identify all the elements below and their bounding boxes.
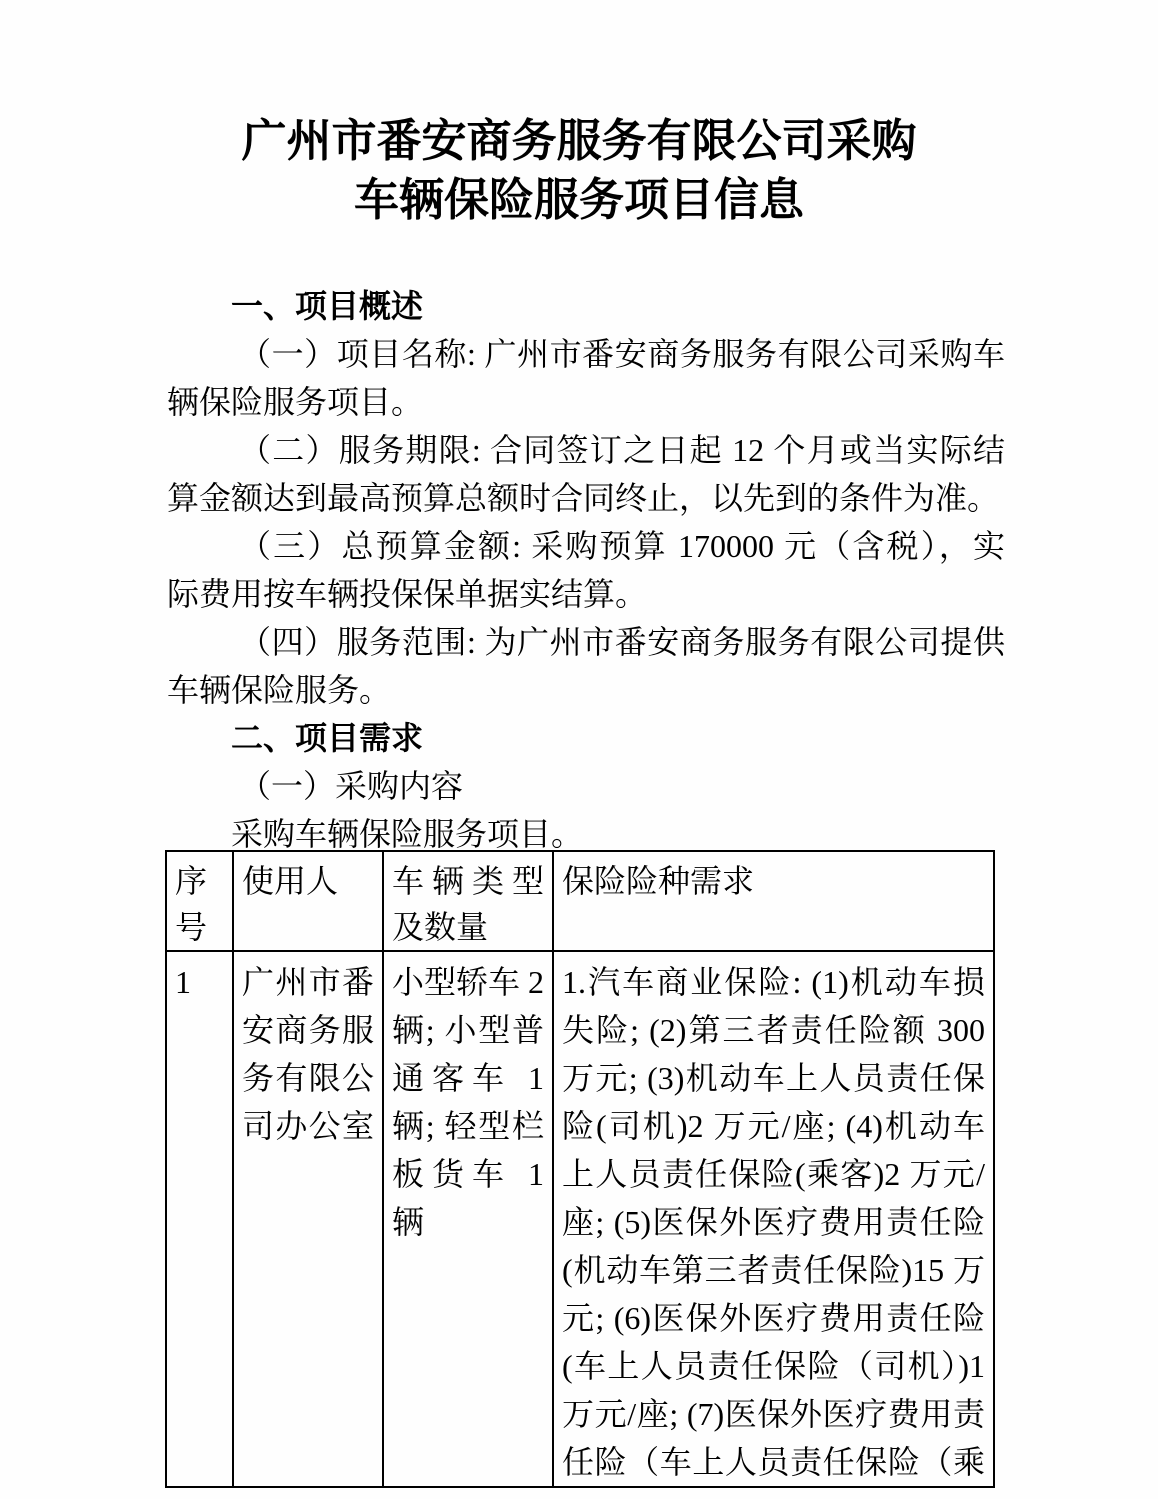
cell-insurance-line: 失险; (2)第三者责任险额 300 (562, 1012, 985, 1048)
title-line-1: 广州市番安商务服务有限公司采购 (241, 116, 917, 166)
table-header-vehicle (383, 851, 553, 951)
procurement-table (165, 850, 995, 1488)
cell-insurance-line: 万元; (3)机动车上人员责任保 (562, 1060, 985, 1096)
cell-insurance-line: 上人员责任保险(乘客)2 万元/ (562, 1156, 985, 1192)
paragraph-service-term-line-2: 算金额达到最高预算总额时合同终止，以先到的条件为准。 (167, 480, 1000, 516)
table-row (166, 951, 994, 1487)
cell-vehicle-line: 辆; 轻型栏 (392, 1108, 544, 1144)
document-title (0, 112, 1158, 230)
table-header-user (233, 851, 383, 951)
table-header-insurance (553, 851, 994, 951)
header-insurance-label: 保险险种需求 (562, 863, 755, 899)
header-vehicle-line-2: 及数量 (392, 909, 489, 945)
table-header-row (166, 851, 994, 951)
cell-insurance-line: 1.汽车商业保险: (1)机动车损 (562, 964, 985, 1000)
paragraph-service-scope-line-2: 车辆保险服务。 (167, 672, 392, 708)
cell-user-line: 安商务服 (242, 1012, 374, 1048)
cell-user (233, 951, 383, 1487)
cell-vehicle-line: 辆; 小型普 (392, 1012, 544, 1048)
cell-vehicle-line: 板货车 1 辆 (392, 1156, 544, 1240)
paragraph-budget-line-1: （三）总预算金额: 采购预算 170000 元（含税），实 (239, 528, 1005, 564)
paragraph-budget-line-2: 际费用按车辆投保保单据实结算。 (167, 576, 648, 612)
cell-insurance (553, 951, 994, 1487)
cell-insurance-line: (机动车第三者责任保险)15 万 (562, 1252, 985, 1288)
cell-vehicle-line: 通客车 1 (392, 1060, 544, 1096)
cell-insurance-line: 元; (6)医保外医疗费用责任险 (562, 1300, 985, 1336)
paragraph-procurement-content-text: 采购车辆保险服务项目。 (231, 816, 584, 852)
cell-seq (166, 951, 233, 1487)
cell-user-line: 广州市番 (242, 964, 374, 1000)
section-heading-overview: 一、项目概述 (231, 288, 424, 324)
section-heading-requirements: 二、项目需求 (231, 720, 424, 756)
cell-insurance-line: 任险（车上人员责任保险（乘 (562, 1444, 985, 1480)
cell-insurance-line: 险(司机)2 万元/座; (4)机动车 (562, 1108, 985, 1144)
cell-user-line: 务有限公 (242, 1060, 374, 1096)
paragraph-procurement-content-label: （一）采购内容 (239, 768, 464, 804)
cell-insurance-line: 万元/座; (7)医保外医疗费用责 (562, 1396, 985, 1432)
cell-insurance-line: (车上人员责任保险（司机）)1 (562, 1348, 985, 1384)
header-seq-line-1: 序 (175, 863, 208, 899)
paragraph-service-term-line-1: （二）服务期限: 合同签订之日起 12 个月或当实际结 (239, 432, 1005, 468)
header-vehicle-line-1: 车辆类型 (392, 863, 544, 899)
cell-vehicle-line: 小型轿车 2 (392, 964, 545, 1000)
document-body (167, 282, 1005, 858)
header-seq-line-2: 号 (175, 909, 208, 945)
paragraph-service-scope-line-1: （四）服务范围: 为广州市番安商务服务有限公司提供 (239, 624, 1005, 660)
cell-vehicle (383, 951, 553, 1487)
table-header-seq (166, 851, 233, 951)
paragraph-project-name-line-2: 辆保险服务项目。 (167, 384, 424, 420)
header-user-label: 使用人 (242, 863, 339, 899)
paragraph-project-name-line-1: （一）项目名称: 广州市番安商务服务有限公司采购车 (239, 336, 1005, 372)
cell-user-line: 司办公室 (242, 1108, 374, 1144)
cell-seq-value: 1 (175, 964, 191, 1000)
title-line-2: 车辆保险服务项目信息 (353, 175, 804, 225)
cell-insurance-line: 座; (5)医保外医疗费用责任险 (562, 1204, 985, 1240)
